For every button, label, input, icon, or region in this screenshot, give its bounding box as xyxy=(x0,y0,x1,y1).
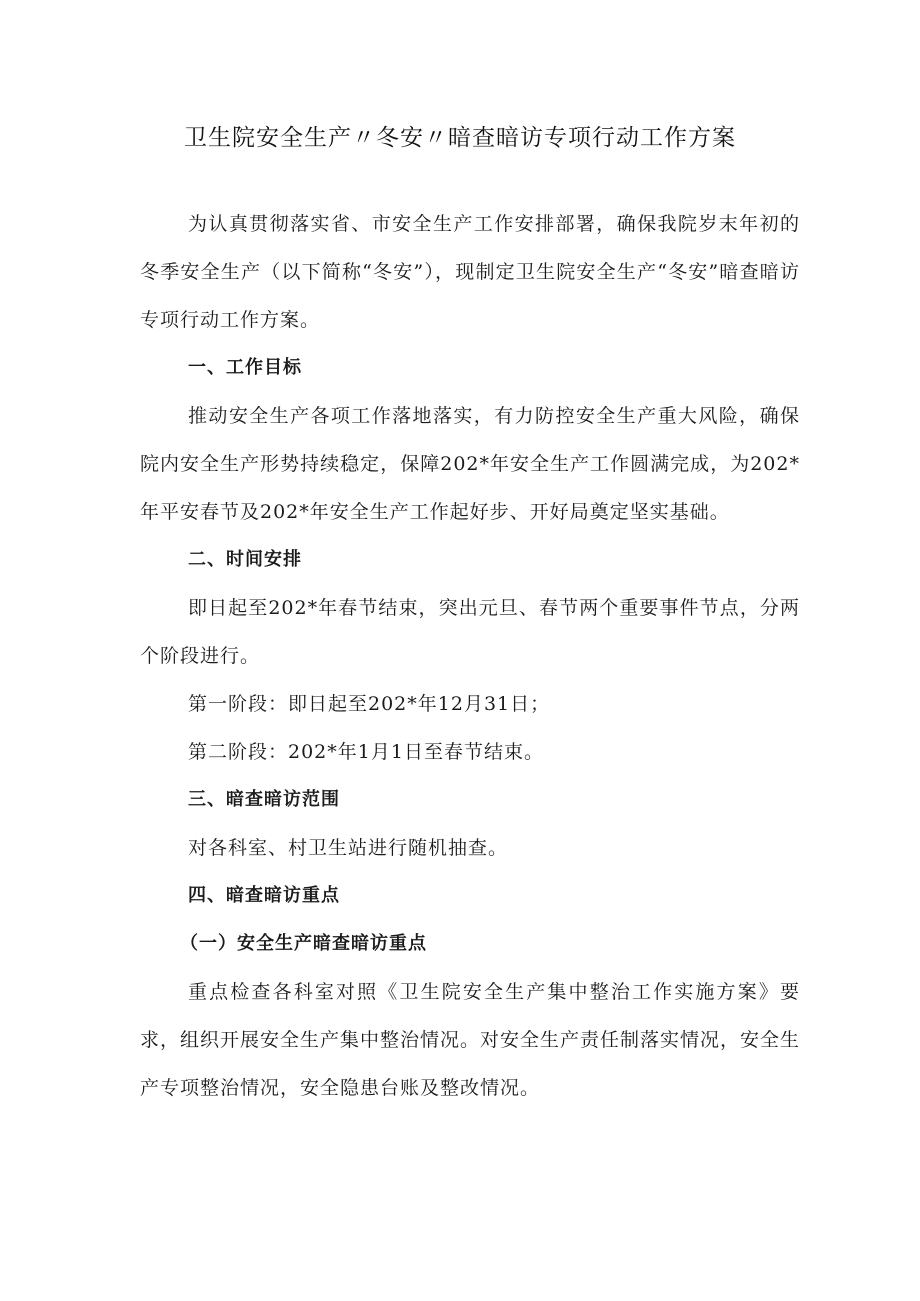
subsection-heading-safety-focus: （一）安全生产暗查暗访重点 xyxy=(180,933,427,954)
intro-paragraph: 为认真贯彻落实省、市安全生产工作安排部署，确保我院岁末年初的冬季安全生产（以下简称“冬安”），现制定卫生院安全生产“冬安”暗查暗访专项行动工作方案。 xyxy=(140,213,800,331)
schedule-paragraph: 即日起至202*年春节结束，突出元旦、春节两个重要事件节点，分两个阶段进行。 xyxy=(140,597,800,667)
section-heading-goals: 一、工作目标 xyxy=(188,357,302,378)
goals-paragraph: 推动安全生产各项工作落地落实，有力防控安全生产重大风险，确保院内安全生产形势持续稳定，保障202*年安全生产工作圆满完成，为202*年平安春节及202*年安全生产工作起好步、开好局奠定坚实基础。 xyxy=(140,405,800,523)
schedule-phase-one: 第一阶段：即日起至202*年12月31日； xyxy=(188,693,551,715)
section-heading-scope: 三、暗查暗访范围 xyxy=(188,789,340,810)
section-heading-schedule: 二、时间安排 xyxy=(188,549,302,570)
scope-paragraph: 对各科室、村卫生站进行随机抽查。 xyxy=(188,837,509,859)
document-body xyxy=(140,200,800,1112)
schedule-phase-two: 第二阶段：202*年1月1日至春节结束。 xyxy=(188,741,544,763)
document-title: 卫生院安全生产〃冬安〃暗查暗访专项行动工作方案 xyxy=(184,125,736,151)
section-heading-focus: 四、暗查暗访重点 xyxy=(188,885,340,906)
focus-paragraph: 重点检查各科室对照《卫生院安全生产集中整治工作实施方案》要求，组织开展安全生产集中整治情况。对安全生产责任制落实情况，安全生产专项整治情况，安全隐患台账及整改情况。 xyxy=(140,981,801,1099)
